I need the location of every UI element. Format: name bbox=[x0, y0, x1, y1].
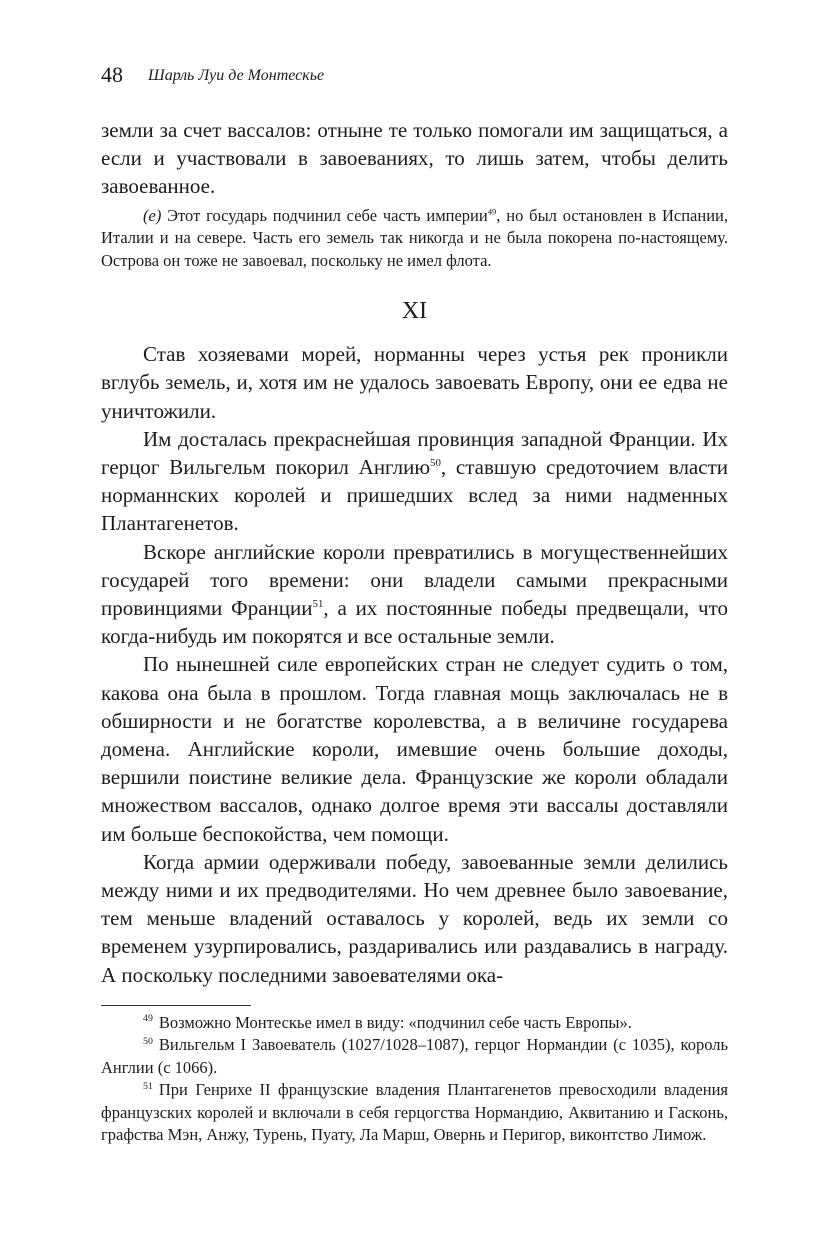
footnote bbox=[101, 1034, 728, 1079]
footnote bbox=[101, 1079, 728, 1147]
footnote-ref: 49 bbox=[487, 206, 497, 217]
author-note bbox=[101, 205, 728, 273]
author-note-text: , но был остановлен в Испании, Италии и на севере. Часть его земель так никогда и не была покорена по-настоящему. Острова он тоже не завоевал, поскольку не имел флота. bbox=[101, 205, 728, 270]
footnotes bbox=[101, 1012, 728, 1147]
paragraph-text: , а их постоянные победы предвещали, что когда-нибудь им покорятся и все остальные земли. bbox=[101, 595, 728, 649]
page-number: 48 bbox=[101, 62, 123, 87]
running-title: Шарль Луи де Монтескье bbox=[148, 67, 325, 84]
footnote-text: Возможно Монтескье имел в виду: «подчинил себе часть Европы». bbox=[158, 1012, 632, 1032]
footnote-ref: 51 bbox=[312, 597, 324, 610]
footnote-number: 50 bbox=[143, 1035, 153, 1047]
footnote-divider bbox=[101, 1005, 251, 1006]
footnote-number: 49 bbox=[143, 1013, 153, 1025]
author-note-text: Этот государь подчинил себе часть империи bbox=[161, 205, 488, 225]
footnote-number: 51 bbox=[143, 1080, 153, 1092]
footnote-text: Вильгельм I Завоеватель (1027/1028–1087), герцог Нормандии (с 1035), король Англии (с 1066). bbox=[101, 1035, 728, 1077]
footnote-ref: 50 bbox=[430, 456, 441, 469]
footnote bbox=[101, 1012, 728, 1035]
body-paragraph bbox=[101, 425, 728, 538]
body-paragraph: Став хозяевами морей, норманны через устья рек проникли вглубь земель, и, хотя им не удалось завоевать Европу, они ее едва не уничтожили. bbox=[101, 342, 728, 423]
page-body bbox=[101, 116, 728, 1147]
body-paragraph: По нынешней силе европейских стран не следует судить о том, какова она была в прошлом. Тогда главная мощь заключалась не в обширности и не богатстве королевства, а в величине государева домена. Английские короли, имевшие очень большие доходы, вершили поистине великие дела. Французские же короли обладали множеством вассалов, однако долгое время эти вассалы доставляли им больше беспокойства, чем помощи. bbox=[101, 652, 728, 846]
author-note-label: (e) bbox=[143, 205, 162, 225]
chapter-title: XI bbox=[401, 298, 428, 325]
paragraph-text: , ставшую средоточием власти норманнских королей и пришедших вслед за ними надменных Плантагенетов. bbox=[101, 454, 728, 536]
paragraph-text: Им досталась прекраснейшая провинция западной Франции. Их герцог Вильгельм покорил Англию bbox=[101, 426, 728, 479]
body-paragraph: Когда армии одерживали победу, завоеванные земли делились между ними и их предводителями. Но чем древнее было завоевание, тем меньше владений оставалось у королей, ведь их земли со временем узурпировались, раздаривались или раздавались в награду. А поскольку последними завоевателями ока- bbox=[101, 849, 728, 987]
page-header bbox=[101, 62, 731, 90]
footnote-text: При Генрихе II французские владения Плантагенетов превосходили владения французских королей и включали в себя герцогства Нормандию, Аквитанию и Гасконь, графства Мэн, Анжу, Турень, Пуату, Ла Марш, Овернь и Перигор, виконтство Лимож. bbox=[101, 1080, 728, 1145]
paragraph-text: Вскоре английские короли превратились в могущественнейших государей того времени: они владели самыми прекрасными провинциями Франции bbox=[101, 539, 728, 620]
body-paragraph bbox=[101, 538, 728, 651]
intro-paragraph: земли за счет вассалов: отныне те только помогали им защищаться, а если и участвовали в завоеваниях, то лишь затем, чтобы делить завоеванное. bbox=[101, 118, 728, 199]
